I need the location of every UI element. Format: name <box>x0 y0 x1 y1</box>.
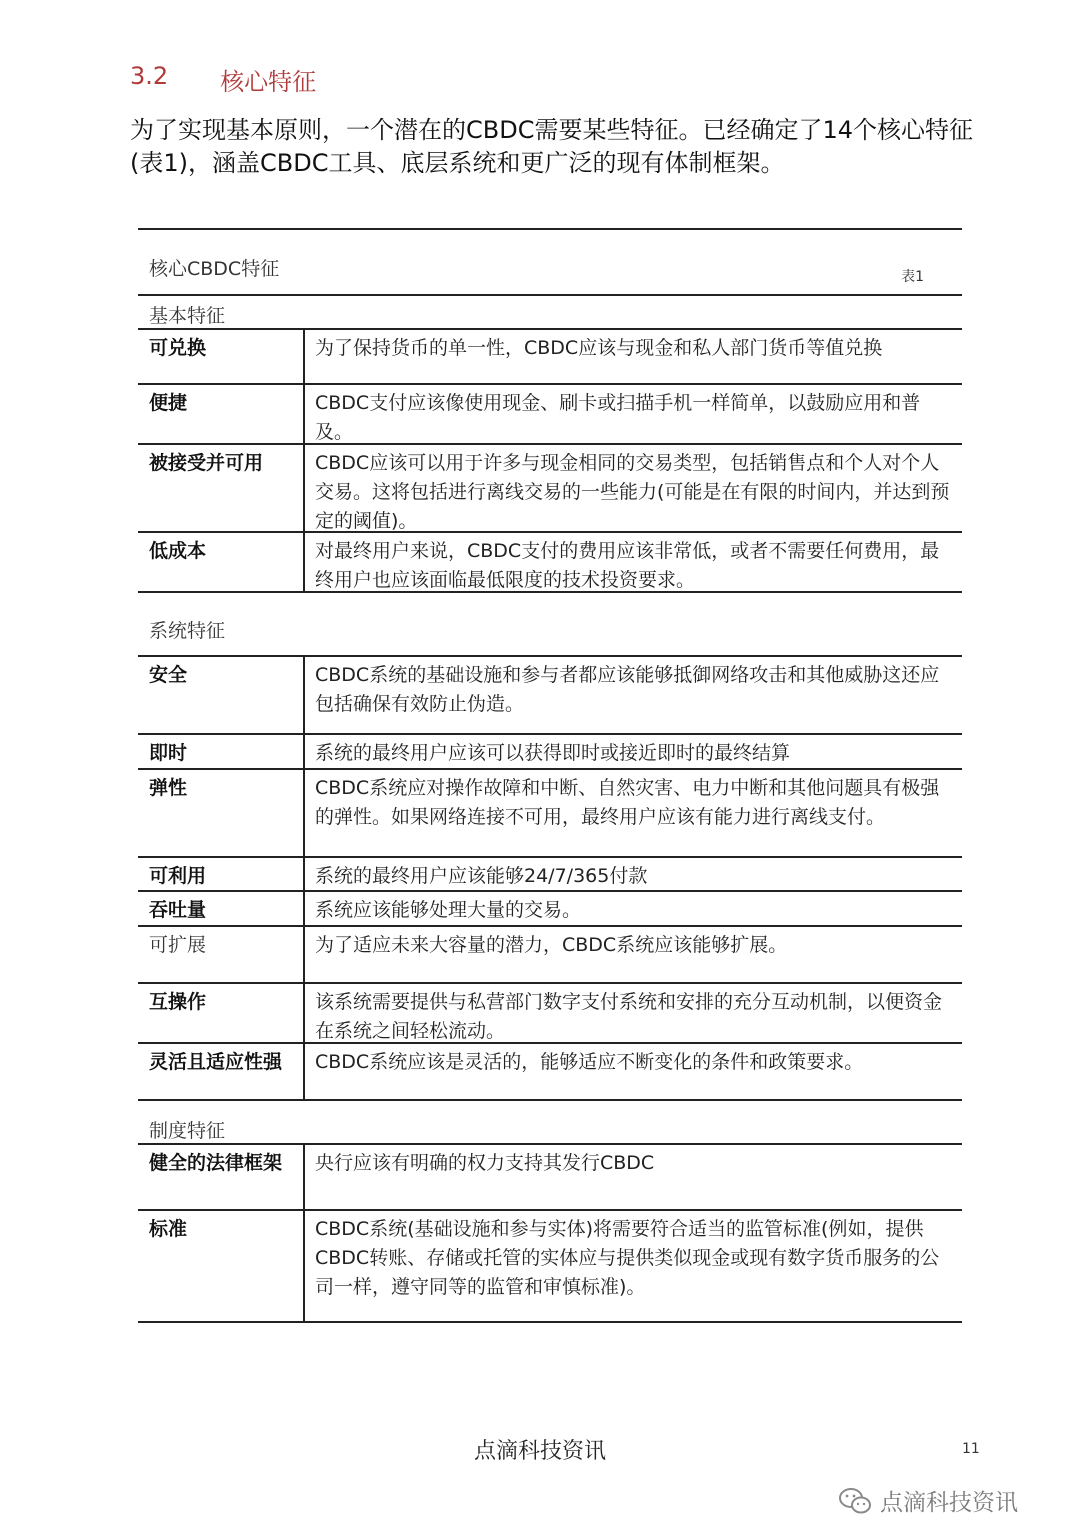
feature-term: 安全 <box>138 657 305 733</box>
table-row <box>138 770 962 858</box>
feature-term: 吞吐量 <box>138 892 305 925</box>
table-row <box>138 927 962 984</box>
table-row <box>138 445 962 533</box>
feature-description: CBDC应该可以用于许多与现金相同的交易类型，包括销售点和个人对个人交易。这将包括进行离线交易的一些能力(可能是在有限的时间内，并达到预定的阈值)。 <box>315 452 950 532</box>
table-number: 表1 <box>901 269 924 285</box>
table-row <box>138 735 962 770</box>
wechat-icon <box>838 1487 872 1515</box>
feature-description: CBDC支付应该像使用现金、刷卡或扫描手机一样简单，以鼓励应用和普及。 <box>315 392 921 443</box>
section-number: 3.2 <box>130 62 169 90</box>
group-label-system: 系统特征 <box>149 620 226 642</box>
page-footer: 点滴科技资讯 <box>473 1439 606 1464</box>
feature-term: 标准 <box>138 1211 305 1321</box>
table-row <box>138 655 962 735</box>
intro-paragraph: 为了实现基本原则，一个潜在的CBDC需要某些特征。已经确定了14个核心特征(表1)，涵盖CBDC工具、底层系统和更广泛的现有体制框架。 <box>130 116 973 177</box>
feature-description: 该系统需要提供与私营部门数字支付系统和安排的充分互动机制，以便资金在系统之间轻松流动。 <box>315 991 943 1042</box>
section-heading <box>130 62 316 97</box>
table-title: 核心CBDC特征 <box>149 258 280 280</box>
feature-term: 可利用 <box>138 858 305 890</box>
section-title: 核心特征 <box>220 68 317 96</box>
feature-description: 为了保持货币的单一性，CBDC应该与现金和私人部门货币等值兑换 <box>315 337 883 359</box>
table-row <box>138 984 962 1044</box>
table-row <box>138 1143 962 1211</box>
table-row <box>138 533 962 593</box>
feature-term: 灵活且适应性强 <box>138 1044 305 1099</box>
table-row <box>138 1211 962 1323</box>
watermark <box>838 1484 1018 1517</box>
feature-term: 便捷 <box>138 385 305 443</box>
feature-term: 即时 <box>138 735 305 768</box>
group-label-basic: 基本特征 <box>149 305 226 327</box>
feature-term: 被接受并可用 <box>138 445 305 531</box>
feature-term: 可兑换 <box>138 330 305 383</box>
feature-description: 为了适应未来大容量的潜力，CBDC系统应该能够扩展。 <box>315 934 788 956</box>
table-caption <box>138 230 962 296</box>
group-label-institutional: 制度特征 <box>149 1120 226 1142</box>
table-row <box>138 858 962 892</box>
watermark-text: 点滴科技资讯 <box>880 1490 1018 1516</box>
table-row <box>138 385 962 445</box>
feature-description: CBDC系统应该是灵活的，能够适应不断变化的条件和政策要求。 <box>315 1051 864 1073</box>
feature-term: 可扩展 <box>138 927 305 982</box>
feature-description: 系统应该能够处理大量的交易。 <box>315 899 582 921</box>
feature-description: 系统的最终用户应该可以获得即时或接近即时的最终结算 <box>315 742 791 764</box>
feature-description: CBDC系统(基础设施和参与实体)将需要符合适当的监管标准(例如，提供CBDC转账、存储或托管的实体应与提供类似现金或现有数字货币服务的公司一样，遵守同等的监管和审慎标准)。 <box>315 1218 940 1298</box>
feature-term: 健全的法律框架 <box>138 1145 305 1209</box>
feature-term: 互操作 <box>138 984 305 1042</box>
feature-term: 弹性 <box>138 770 305 856</box>
page-number: 11 <box>962 1441 980 1457</box>
feature-description: CBDC系统的基础设施和参与者都应该能够抵御网络攻击和其他威胁这还应包括确保有效防止伪造。 <box>315 664 940 715</box>
feature-term: 低成本 <box>138 533 305 591</box>
feature-description: 央行应该有明确的权力支持其发行CBDC <box>315 1152 655 1174</box>
table-row <box>138 892 962 927</box>
table-row <box>138 328 962 385</box>
feature-description: 系统的最终用户应该能够24/7/365付款 <box>315 865 648 887</box>
feature-table <box>138 228 962 1323</box>
table-row <box>138 1044 962 1101</box>
feature-description: 对最终用户来说，CBDC支付的费用应该非常低，或者不需要任何费用，最终用户也应该面临最低限度的技术投资要求。 <box>315 540 940 591</box>
feature-description: CBDC系统应对操作故障和中断、自然灾害、电力中断和其他问题具有极强的弹性。如果网络连接不可用，最终用户应该有能力进行离线支付。 <box>315 777 940 828</box>
